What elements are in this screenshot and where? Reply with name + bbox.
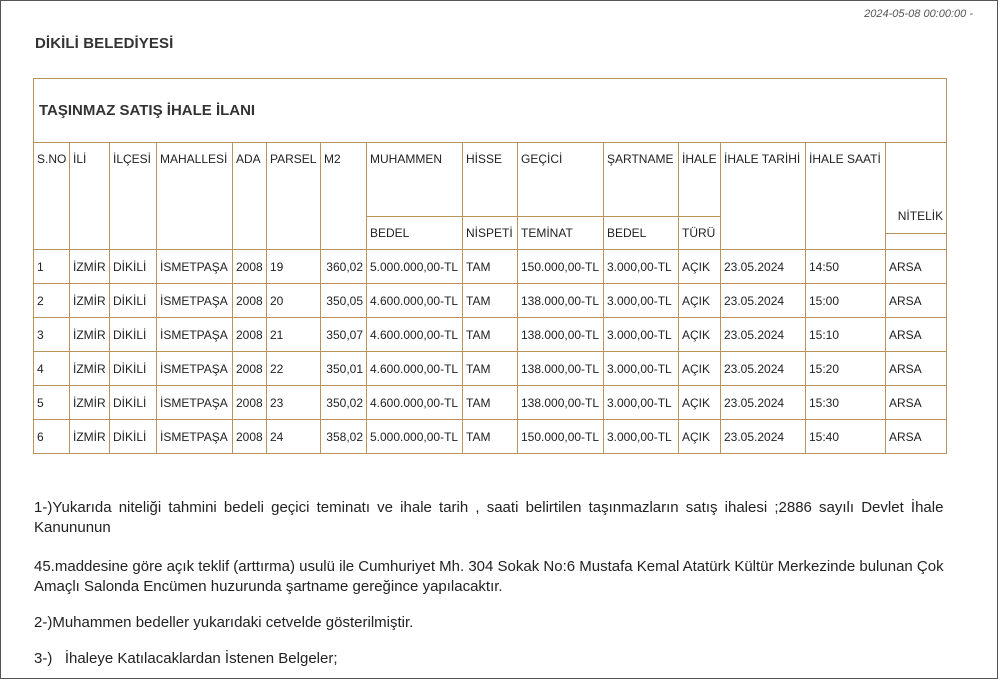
cell-tur: AÇIK	[679, 352, 721, 386]
header-nispeti: NİSPETİ	[463, 217, 518, 250]
cell-ili: İZMİR	[70, 386, 110, 420]
cell-mahallesi: İSMETPAŞA	[157, 318, 233, 352]
cell-sartname: 3.000,00-TL	[604, 420, 679, 454]
header-m2: M2	[321, 143, 367, 250]
cell-bedel: 5.000.000,00-TL	[367, 250, 463, 284]
organization-title: DİKİLİ BELEDİYESİ	[35, 35, 174, 52]
cell-teminat: 138.000,00-TL	[518, 386, 604, 420]
cell-teminat: 138.000,00-TL	[518, 318, 604, 352]
cell-sartname: 3.000,00-TL	[604, 284, 679, 318]
cell-hisse: TAM	[463, 386, 518, 420]
cell-ili: İZMİR	[70, 420, 110, 454]
header-muhammen: MUHAMMEN	[367, 143, 463, 217]
header-nitelik-cell	[886, 208, 947, 250]
cell-sno: 1	[34, 250, 70, 284]
cell-ada: 2008	[233, 352, 267, 386]
cell-ilcesi: DİKİLİ	[110, 420, 157, 454]
cell-sno: 3	[34, 318, 70, 352]
cell-ilcesi: DİKİLİ	[110, 386, 157, 420]
cell-bedel: 4.600.000,00-TL	[367, 352, 463, 386]
cell-saat: 15:40	[806, 420, 886, 454]
header-ili: İLİ	[70, 143, 110, 250]
cell-sno: 5	[34, 386, 70, 420]
header-mahallesi: MAHALLESİ	[157, 143, 233, 250]
cell-mahallesi: İSMETPAŞA	[157, 284, 233, 318]
cell-nitelik: ARSA	[886, 420, 947, 454]
table-row	[34, 284, 947, 318]
cell-sartname: 3.000,00-TL	[604, 250, 679, 284]
cell-bedel: 4.600.000,00-TL	[367, 284, 463, 318]
cell-saat: 14:50	[806, 250, 886, 284]
cell-parsel: 21	[267, 318, 321, 352]
table-row	[34, 386, 947, 420]
header-nitelik: NİTELİK	[886, 199, 946, 234]
paragraph-1: 1-)Yukarıda niteliği tahmini bedeli geçici teminatı ve ihale tarih , saati belirtilen taşınmazların satış ihalesi ;2886 sayılı Devlet İhale Kanununun	[34, 499, 944, 536]
cell-ada: 2008	[233, 318, 267, 352]
cell-mahallesi: İSMETPAŞA	[157, 352, 233, 386]
cell-parsel: 24	[267, 420, 321, 454]
cell-ili: İZMİR	[70, 250, 110, 284]
cell-tarih: 23.05.2024	[721, 352, 806, 386]
cell-parsel: 19	[267, 250, 321, 284]
cell-ili: İZMİR	[70, 352, 110, 386]
cell-ilcesi: DİKİLİ	[110, 250, 157, 284]
cell-sno: 4	[34, 352, 70, 386]
cell-teminat: 138.000,00-TL	[518, 284, 604, 318]
cell-tarih: 23.05.2024	[721, 284, 806, 318]
cell-m2: 360,02	[321, 250, 367, 284]
cell-sartname: 3.000,00-TL	[604, 318, 679, 352]
header-sno: S.NO	[34, 143, 70, 250]
header-sartname-bedel: BEDEL	[604, 217, 679, 250]
cell-hisse: TAM	[463, 318, 518, 352]
cell-ilcesi: DİKİLİ	[110, 318, 157, 352]
cell-sno: 6	[34, 420, 70, 454]
header-teminat: TEMİNAT	[518, 217, 604, 250]
paragraph-2: 45.maddesine göre açık teklif (arttırma) usulü ile Cumhuriyet Mh. 304 Sokak No:6 Mustafa Kemal Atatürk Kültür Merkezinde bulunan Çok Amaçlı Salonda Encümen huzurunda şartname gereğince yapılacaktır.	[34, 558, 944, 595]
header-gecici: GEÇİCİ	[518, 143, 604, 217]
table-row	[34, 318, 947, 352]
cell-saat: 15:20	[806, 352, 886, 386]
cell-ada: 2008	[233, 386, 267, 420]
cell-teminat: 138.000,00-TL	[518, 352, 604, 386]
cell-m2: 350,01	[321, 352, 367, 386]
cell-ada: 2008	[233, 420, 267, 454]
cell-bedel: 5.000.000,00-TL	[367, 420, 463, 454]
cell-saat: 15:30	[806, 386, 886, 420]
cell-m2: 350,02	[321, 386, 367, 420]
cell-hisse: TAM	[463, 250, 518, 284]
cell-teminat: 150.000,00-TL	[518, 250, 604, 284]
cell-bedel: 4.600.000,00-TL	[367, 386, 463, 420]
cell-ilcesi: DİKİLİ	[110, 284, 157, 318]
table-title: TAŞINMAZ SATIŞ İHALE İLANI	[34, 79, 947, 143]
cell-teminat: 150.000,00-TL	[518, 420, 604, 454]
cell-tur: AÇIK	[679, 420, 721, 454]
cell-tur: AÇIK	[679, 250, 721, 284]
cell-ada: 2008	[233, 284, 267, 318]
header-ada: ADA	[233, 143, 267, 250]
cell-parsel: 23	[267, 386, 321, 420]
cell-hisse: TAM	[463, 420, 518, 454]
cell-nitelik: ARSA	[886, 250, 947, 284]
cell-tur: AÇIK	[679, 386, 721, 420]
paragraph-4: 3-) İhaleye Katılacaklardan İstenen Belgeler;	[34, 650, 338, 667]
cell-tur: AÇIK	[679, 284, 721, 318]
cell-nitelik: ARSA	[886, 284, 947, 318]
cell-parsel: 22	[267, 352, 321, 386]
cell-tarih: 23.05.2024	[721, 386, 806, 420]
header-bedel: BEDEL	[367, 217, 463, 250]
cell-bedel: 4.600.000,00-TL	[367, 318, 463, 352]
cell-tarih: 23.05.2024	[721, 318, 806, 352]
cell-nitelik: ARSA	[886, 386, 947, 420]
cell-mahallesi: İSMETPAŞA	[157, 386, 233, 420]
cell-ili: İZMİR	[70, 318, 110, 352]
header-ihale: İHALE	[679, 143, 721, 217]
cell-m2: 350,07	[321, 318, 367, 352]
cell-tarih: 23.05.2024	[721, 250, 806, 284]
cell-ada: 2008	[233, 250, 267, 284]
cell-tur: AÇIK	[679, 318, 721, 352]
table-row	[34, 352, 947, 386]
cell-m2: 350,05	[321, 284, 367, 318]
auction-table	[33, 78, 947, 454]
cell-m2: 358,02	[321, 420, 367, 454]
cell-hisse: TAM	[463, 284, 518, 318]
cell-sartname: 3.000,00-TL	[604, 386, 679, 420]
paragraph-3: 2-)Muhammen bedeller yukarıdaki cetvelde gösterilmiştir.	[34, 614, 414, 631]
cell-tarih: 23.05.2024	[721, 420, 806, 454]
header-ilcesi: İLÇESİ	[110, 143, 157, 250]
cell-nitelik: ARSA	[886, 352, 947, 386]
cell-parsel: 20	[267, 284, 321, 318]
cell-mahallesi: İSMETPAŞA	[157, 250, 233, 284]
header-parsel: PARSEL	[267, 143, 321, 250]
table-row	[34, 250, 947, 284]
header-turu: TÜRÜ	[679, 217, 721, 250]
date-stamp: 2024-05-08 00:00:00 -	[864, 8, 973, 20]
cell-nitelik: ARSA	[886, 318, 947, 352]
table-row	[34, 420, 947, 454]
cell-mahallesi: İSMETPAŞA	[157, 420, 233, 454]
header-hisse: HİSSE	[463, 143, 518, 217]
cell-sartname: 3.000,00-TL	[604, 352, 679, 386]
header-ihale-tarihi: İHALE TARİHİ	[721, 143, 806, 250]
cell-saat: 15:00	[806, 284, 886, 318]
cell-ili: İZMİR	[70, 284, 110, 318]
header-ihale-saati: İHALE SAATİ	[806, 143, 886, 250]
cell-ilcesi: DİKİLİ	[110, 352, 157, 386]
cell-hisse: TAM	[463, 352, 518, 386]
header-sartname: ŞARTNAME	[604, 143, 679, 217]
cell-saat: 15:10	[806, 318, 886, 352]
cell-sno: 2	[34, 284, 70, 318]
